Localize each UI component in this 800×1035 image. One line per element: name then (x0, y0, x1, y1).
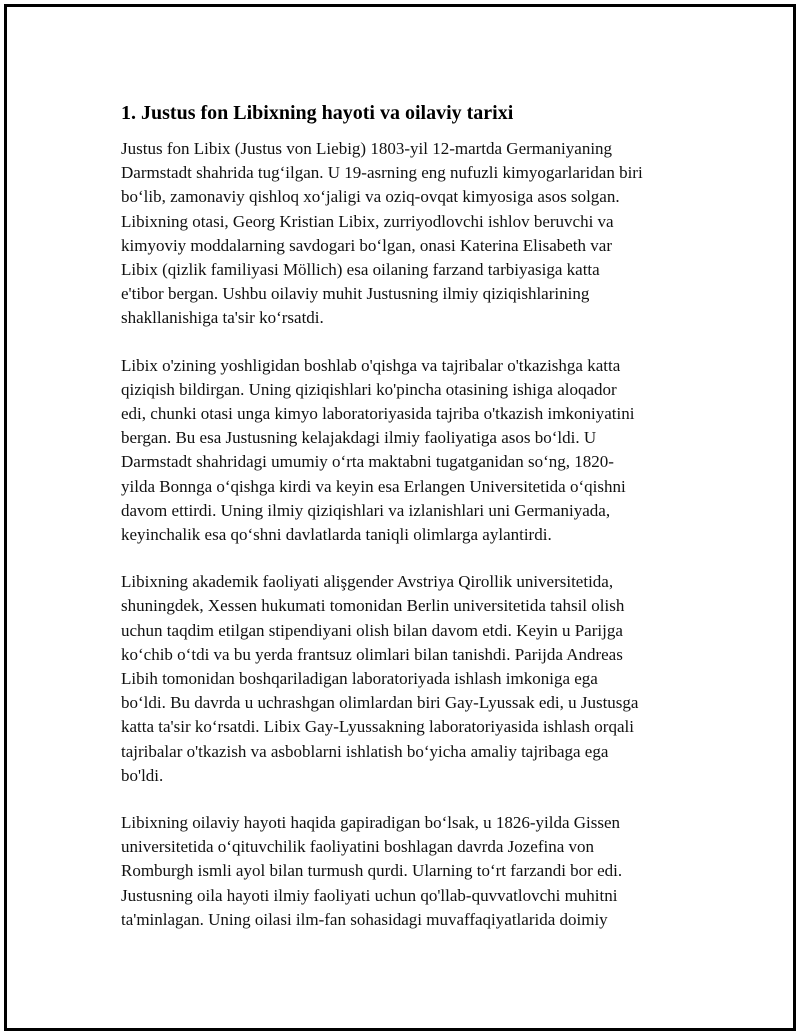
paragraph-line: Libih tomonidan boshqariladigan laboratoriyada ishlash imkoniga ega (121, 669, 598, 689)
paragraph-line: bo‘lib, zamonaviy qishloq xo‘jaligi va oziq-ovqat kimyosiga asos solgan. (121, 187, 620, 207)
section-heading: 1. Justus fon Libixning hayoti va oilaviy tarixi (121, 102, 514, 124)
paragraph-line: ta'minlagan. Uning oilasi ilm-fan sohasidagi muvaffaqiyatlarida doimiy (121, 909, 608, 929)
paragraph-1 (121, 137, 703, 331)
paragraph-line: davom ettirdi. Uning ilmiy qiziqishlari va izlanishlari uni Germaniyada, (121, 500, 611, 520)
paragraph-line: bo'ldi. (121, 765, 164, 785)
paragraph-line: bo‘ldi. Bu davrda u uchrashgan olimlardan biri Gay-Lyussak edi, u Justusga (121, 693, 639, 713)
paragraph-line: yilda Bonnga o‘qishga kirdi va keyin esa Erlangen Universitetida o‘qishni (121, 476, 626, 496)
paragraph-line: bergan. Bu esa Justusning kelajakdagi ilmiy faoliyatiga asos bo‘ldi. U (121, 428, 597, 448)
paragraph-line: shuningdek, Xessen hukumati tomonidan Berlin universitetida tahsil olish (121, 596, 625, 616)
page-frame (4, 4, 796, 1031)
paragraph-2 (121, 354, 703, 548)
paragraph-line: Darmstadt shahrida tug‘ilgan. U 19-asrning eng nufuzli kimyogarlaridan biri (121, 163, 643, 183)
paragraph-line: Libixning otasi, Georg Kristian Libix, zurriyodlovchi ishlov beruvchi va (121, 211, 614, 231)
paragraph-line: Justusning oila hayoti ilmiy faoliyati uchun qo'llab-quvvatlovchi muhitni (121, 885, 618, 905)
document-content (121, 99, 703, 955)
paragraph-line: Libix o'zining yoshligidan boshlab o'qishga va tajribalar o'tkazishga katta (121, 355, 621, 375)
paragraph-line: tajribalar o'tkazish va asboblarni ishlatish bo‘yicha amaliy tajribaga ega (121, 741, 609, 761)
paragraph-line: Romburgh ismli ayol bilan turmush qurdi. Ularning to‘rt farzandi bor edi. (121, 861, 623, 881)
paragraph-4 (121, 811, 703, 932)
paragraph-line: e'tibor bergan. Ushbu oilaviy muhit Justusning ilmiy qiziqishlarining (121, 284, 590, 304)
paragraph-line: keyinchalik esa qo‘shni davlatlarda taniqli olimlarga aylantirdi. (121, 525, 552, 545)
paragraph-line: Darmstadt shahridagi umumiy o‘rta maktabni tugatganidan so‘ng, 1820- (121, 452, 614, 472)
paragraph-line: kimyoviy moddalarning savdogari bo‘lgan, onasi Katerina Elisabeth var (121, 235, 612, 255)
paragraph-3 (121, 570, 703, 788)
paragraph-line: Justus fon Libix (Justus von Liebig) 1803-yil 12-martda Germaniyaning (121, 139, 613, 158)
paragraph-line: qiziqish bildirgan. Uning qiziqishlari ko'pincha otasining ishiga aloqador (121, 379, 617, 399)
paragraph-line: edi, chunki otasi unga kimyo laboratoriyasida tajriba o'tkazish imkoniyatini (121, 404, 635, 424)
paragraph-line: universitetida o‘qituvchilik faoliyatini boshlagan davrda Jozefina von (121, 837, 595, 857)
paragraph-line: shakllanishiga ta'sir ko‘rsatdi. (121, 308, 324, 328)
paragraph-line: uchun taqdim etilgan stipendiyani olish bilan davom etdi. Keyin u Parijga (121, 620, 623, 640)
paragraph-line: Libix (qizlik familiyasi Möllich) esa oilaning farzand tarbiyasiga katta (121, 260, 600, 280)
paragraph-line: katta ta'sir ko‘rsatdi. Libix Gay-Lyussakning laboratoriyasida ishlash orqali (121, 717, 634, 737)
paragraph-line: Libixning akademik faoliyati alişgender Avstriya Qirollik universitetida, (121, 572, 614, 592)
paragraph-line: ko‘chib o‘tdi va bu yerda frantsuz olimlari bilan tanishdi. Parijda Andreas (121, 644, 623, 664)
paragraph-line: Libixning oilaviy hayoti haqida gapiradigan bo‘lsak, u 1826-yilda Gissen (121, 813, 621, 833)
